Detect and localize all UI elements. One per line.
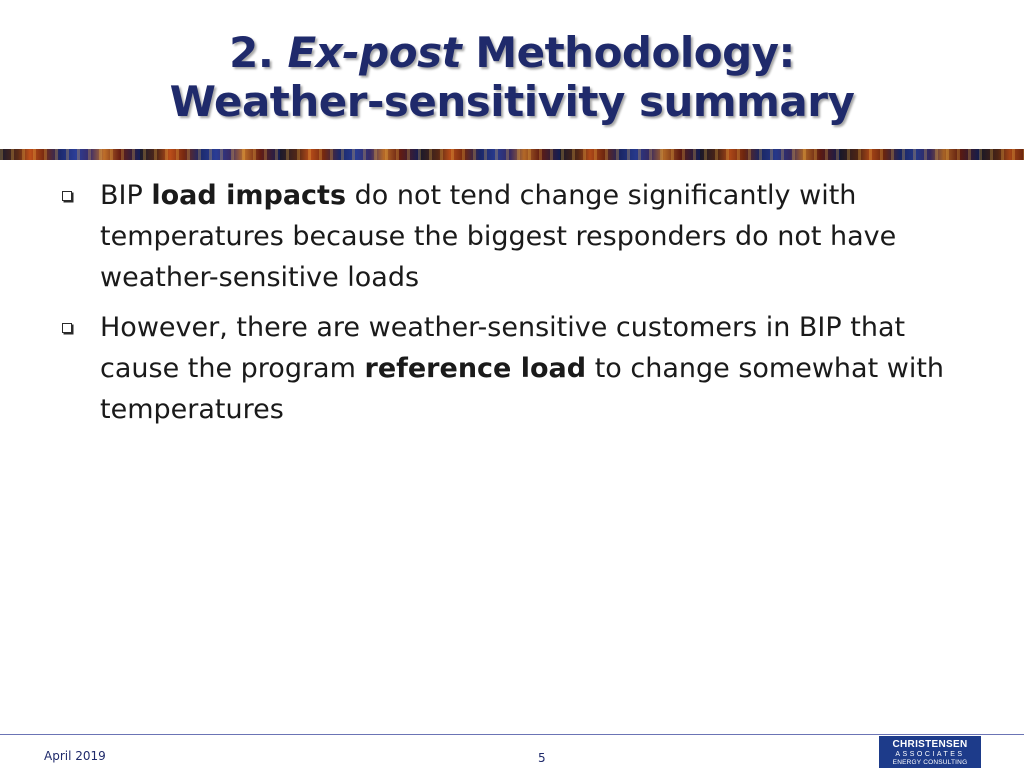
bullet-item: [60, 307, 960, 430]
bullet-text-bold: load impacts: [151, 180, 347, 211]
slide-title-line2: Weather-sensitivity summary: [169, 77, 855, 126]
decorative-banner-strip: [0, 149, 1024, 160]
bullet-list: [60, 175, 960, 439]
logo-line3: ENERGY CONSULTING: [892, 759, 968, 766]
slide-title: [0, 28, 1024, 126]
company-logo: [879, 736, 981, 768]
bullet-text-post: to change somewhat with temperatures: [100, 353, 945, 425]
bullet-text-pre: However, there are weather-sensitive customers in BIP that cause the program: [100, 312, 906, 384]
logo-line1: CHRISTENSEN: [892, 739, 968, 750]
logo-line2: ASSOCIATES: [895, 751, 965, 758]
square-bullet-icon: [62, 323, 72, 333]
bullet-text-bold: reference load: [364, 353, 587, 384]
bullet-text-post: do not tend change significantly with temperatures because the biggest responders do not have weather-sensitive loads: [100, 180, 897, 293]
page-number: 5: [538, 751, 546, 765]
title-number: 2.: [229, 28, 274, 77]
footer-date: April 2019: [44, 749, 106, 763]
bullet-item: [60, 175, 960, 298]
title-italic: Ex-post: [287, 28, 462, 77]
bullet-text-pre: BIP: [100, 180, 152, 211]
square-bullet-icon: [62, 191, 72, 201]
slide-title-line1: [0, 28, 1024, 77]
title-rest: Methodology:: [475, 28, 795, 77]
footer-divider: [0, 734, 1024, 735]
